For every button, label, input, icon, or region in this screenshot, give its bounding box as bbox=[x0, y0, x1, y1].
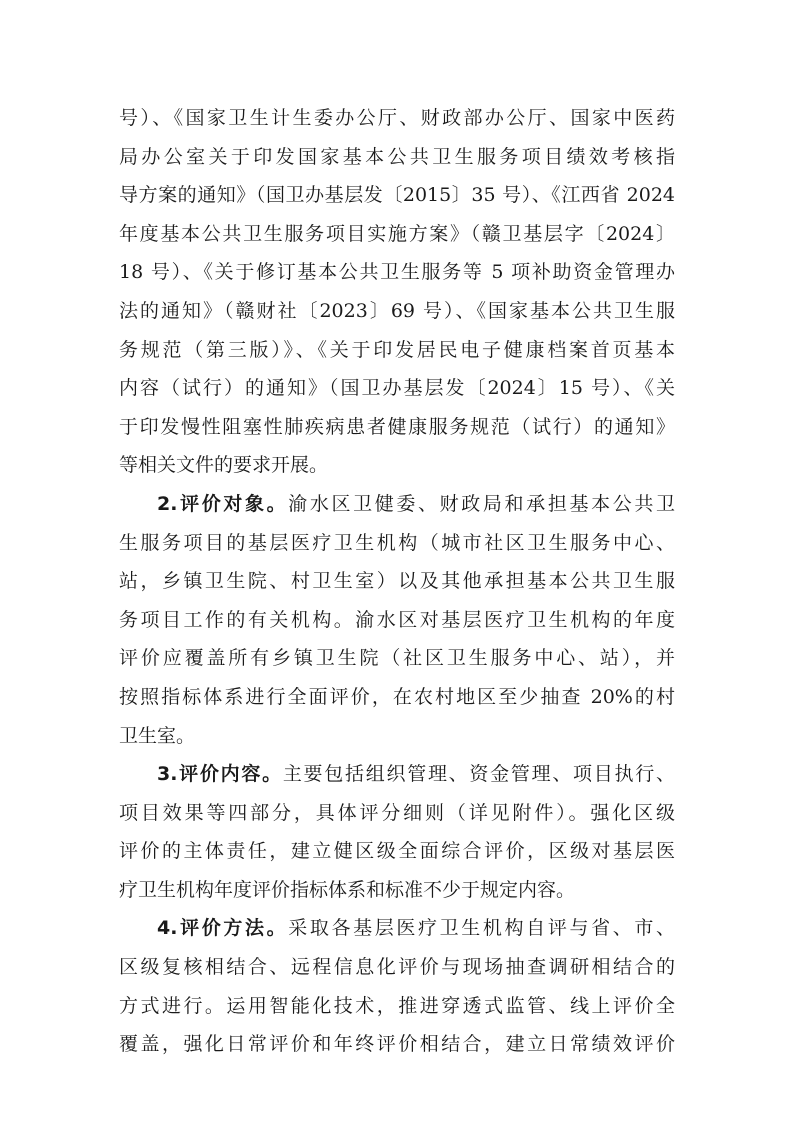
text-line: 号）、《国家卫生计生委办公厅、财政部办公厅、国家中医药 bbox=[119, 107, 675, 129]
text-line: 评价应覆盖所有乡镇卫生院（社区卫生服务中心、站），并 bbox=[119, 647, 675, 670]
body-text bbox=[119, 99, 675, 1064]
text-span: 主要包括组织管理、资金管理、项目执行、 bbox=[282, 763, 675, 786]
text-line: 务项目工作的有关机构。渝水区对基层医疗卫生机构的年度 bbox=[119, 608, 675, 631]
text-line: 生服务项目的基层医疗卫生机构（城市社区卫生服务中心、 bbox=[119, 531, 675, 554]
text-line: 务规范（第三版）》、《关于印发居民电子健康档案首页基本 bbox=[119, 338, 675, 361]
text-line: 年度基本公共卫生服务项目实施方案》（赣卫基层字〔2024〕 bbox=[119, 222, 675, 245]
text-line: 法的通知》（赣财社〔2023〕69 号）、《国家基本公共卫生服 bbox=[119, 299, 675, 322]
text-line: 方式进行。运用智能化技术，推进穿透式监管、线上评价全 bbox=[119, 994, 675, 1017]
text-span: 采取各基层医疗卫生机构自评与省、市、 bbox=[288, 917, 675, 940]
text-line bbox=[119, 909, 675, 948]
paragraph-evaluation-targets bbox=[119, 485, 675, 755]
paragraph-policy-references bbox=[119, 99, 675, 485]
section-heading: 4.评价方法。 bbox=[157, 917, 289, 940]
text-line: 区级复核相结合、远程信息化评价与现场抽查调研相结合的 bbox=[119, 956, 675, 979]
paragraph-evaluation-method bbox=[119, 909, 675, 1063]
paragraph-evaluation-content bbox=[119, 755, 675, 909]
text-line: 导方案的通知》（国卫办基层发〔2015〕35 号）、《江西省 2024 bbox=[119, 184, 675, 207]
section-heading: 2.评价对象。 bbox=[157, 492, 289, 515]
text-line: 站，乡镇卫生院、村卫生室）以及其他承担基本公共卫生服 bbox=[119, 570, 675, 593]
text-line: 局办公室关于印发国家基本公共卫生服务项目绩效考核指 bbox=[119, 145, 675, 168]
text-span: 渝水区卫健委、财政局和承担基本公共卫 bbox=[288, 492, 675, 515]
text-line bbox=[119, 485, 675, 524]
text-line: 卫生室。 bbox=[119, 724, 196, 747]
text-line: 于印发慢性阻塞性肺疾病患者健康服务规范（试行）的通知》 bbox=[119, 415, 675, 438]
text-line: 疗卫生机构年度评价指标体系和标准不少于规定内容。 bbox=[119, 878, 576, 901]
text-line: 覆盖，强化日常评价和年终评价相结合，建立日常绩效评价 bbox=[119, 1033, 675, 1056]
text-line: 项目效果等四部分，具体评分细则（详见附件）。强化区级 bbox=[119, 801, 675, 824]
text-line: 等相关文件的要求开展。 bbox=[119, 454, 329, 477]
text-line: 内容（试行）的通知》（国卫办基层发〔2024〕15 号）、《关 bbox=[119, 377, 675, 400]
text-line: 评价的主体责任，建立健区级全面综合评价，区级对基层医 bbox=[119, 840, 675, 863]
text-line bbox=[119, 755, 675, 794]
text-line: 18 号）、《关于修订基本公共卫生服务等 5 项补助资金管理办 bbox=[119, 261, 675, 284]
section-heading: 3.评价内容。 bbox=[157, 763, 283, 786]
text-line: 按照指标体系进行全面评价，在农村地区至少抽查 20%的村 bbox=[119, 685, 675, 708]
